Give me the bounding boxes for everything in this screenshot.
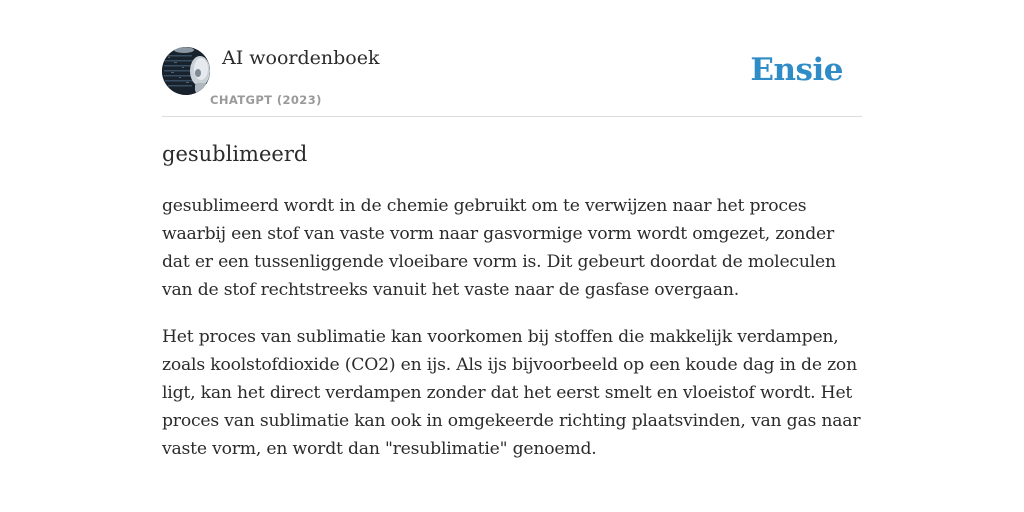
brand-logo[interactable]: Ensie bbox=[750, 52, 843, 88]
entry-definition bbox=[162, 192, 862, 482]
source-meta: CHATGPT (2023) bbox=[210, 93, 322, 107]
definition-paragraph: gesublimeerd wordt in de chemie gebruikt om te verwijzen naar het proces waarbij een stof van vaste vorm naar gasvormige vorm wordt omgezet, zonder dat er een tussenliggende vloeibare vorm is. Dit gebeurt doordat de moleculen van de stof rechtstreeks vanuit het vaste naar de gasfase overgaan. bbox=[162, 196, 836, 300]
definition-paragraph: Het proces van sublimatie kan voorkomen bij stoffen die makkelijk verdampen, zoals koolstofdioxide (CO2) en ijs. Als ijs bijvoorbeeld op een koude dag in de zon ligt, kan het direct verdampen zonder dat het eerst smelt en vloeistof wordt. Het proces van sublimatie kan ook in omgekeerde richting plaatsvinden, van gas naar vaste vorm, en wordt dan "resublimatie" genoemd. bbox=[162, 327, 861, 459]
source-name[interactable]: AI woordenboek bbox=[222, 47, 380, 69]
entry-term: gesublimeerd bbox=[162, 142, 308, 166]
source-header bbox=[162, 46, 862, 117]
robot-avatar-icon[interactable] bbox=[162, 47, 210, 95]
